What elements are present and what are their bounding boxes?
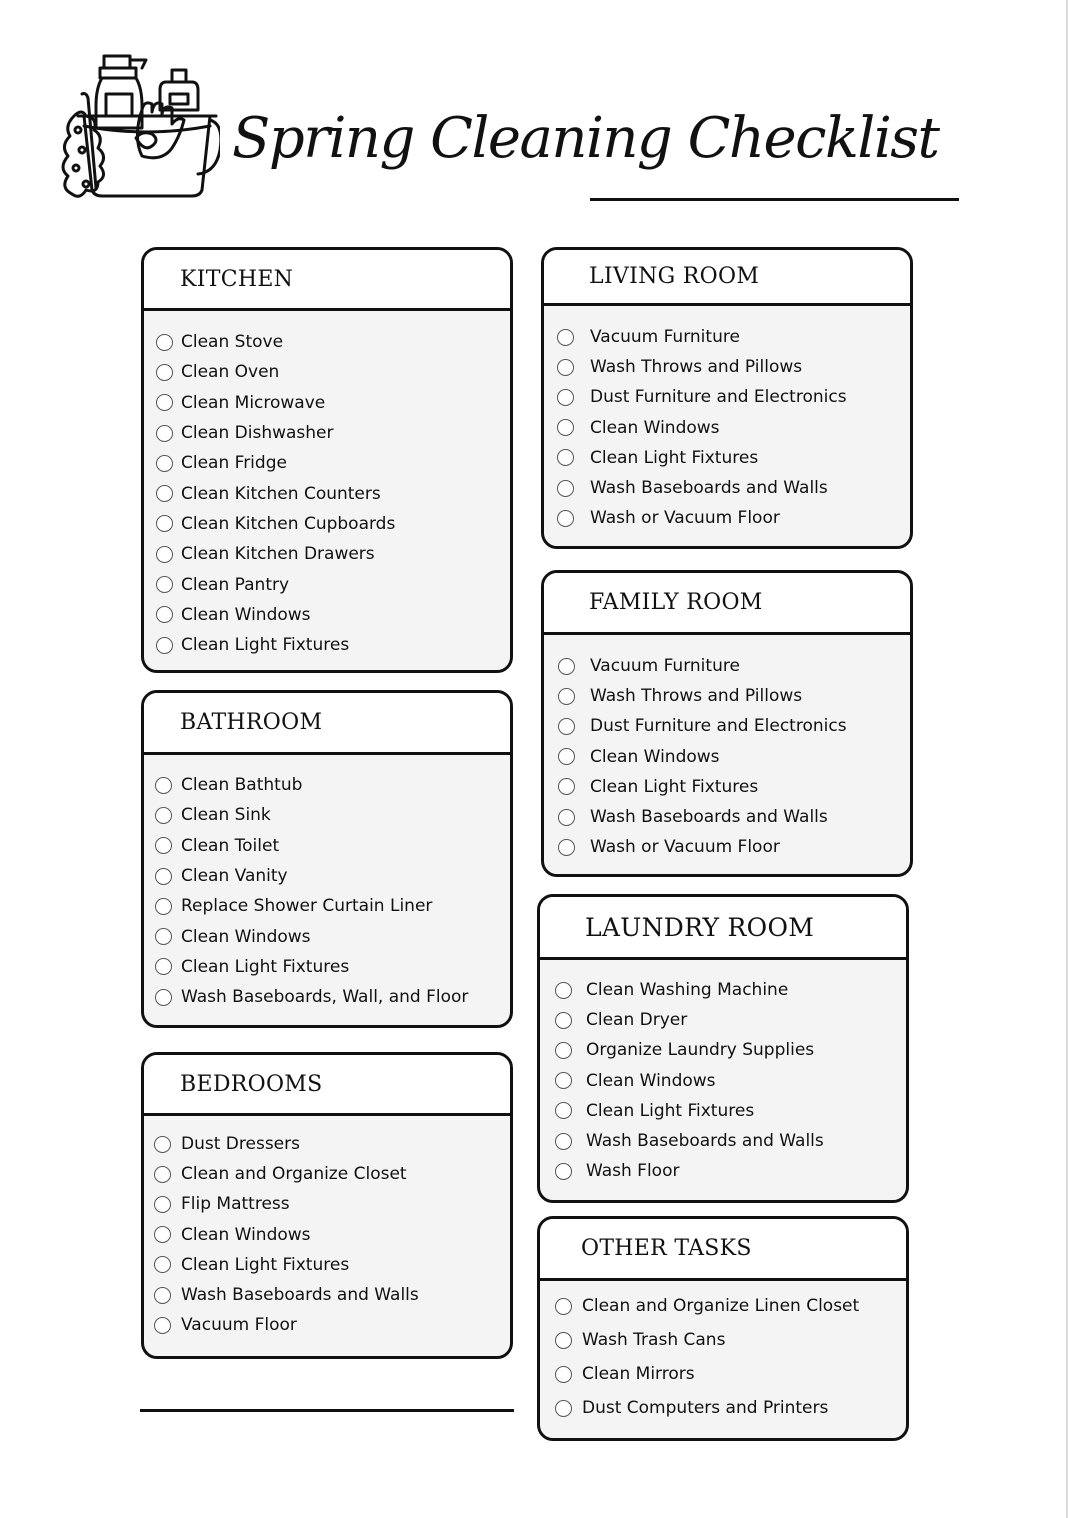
checklist-item-label: Clean Windows <box>586 1070 716 1091</box>
checklist <box>144 755 510 1012</box>
checklist-item-label: Wash Baseboards and Walls <box>586 1131 824 1152</box>
checklist-item-label: Wash Floor <box>586 1161 680 1182</box>
checklist-item[interactable] <box>144 1280 510 1310</box>
family-room-section <box>541 570 913 877</box>
checklist-item-label: Wash Throws and Pillows <box>590 357 803 378</box>
checklist-item[interactable] <box>540 1357 906 1391</box>
checklist-item-label: Clean Kitchen Drawers <box>181 544 375 565</box>
checklist-item[interactable] <box>144 539 510 569</box>
section-header <box>540 897 906 960</box>
checklist-item[interactable] <box>144 1189 510 1219</box>
checkbox-circle-icon[interactable] <box>154 1317 171 1334</box>
checklist-item[interactable] <box>540 1323 906 1357</box>
checklist <box>540 1281 906 1425</box>
checklist-item[interactable] <box>544 832 910 862</box>
checkbox-circle-icon[interactable] <box>555 1012 572 1029</box>
checkbox-circle-icon[interactable] <box>558 809 575 826</box>
checklist-item-label: Clean Windows <box>181 604 311 625</box>
checklist-item-label: Clean Dryer <box>586 1010 688 1031</box>
checklist-item[interactable] <box>544 711 910 741</box>
checkbox-circle-icon[interactable] <box>156 546 173 563</box>
checkbox-circle-icon[interactable] <box>555 1400 572 1417</box>
checklist-item-label: Clean Light Fixtures <box>181 956 350 977</box>
checkbox-circle-icon[interactable] <box>557 510 574 527</box>
checkbox-circle-icon[interactable] <box>555 1163 572 1180</box>
checkbox-circle-icon[interactable] <box>558 718 575 735</box>
checkbox-circle-icon[interactable] <box>155 928 172 945</box>
checklist-item[interactable] <box>144 509 510 539</box>
checklist-item-label: Wash or Vacuum Floor <box>590 837 780 858</box>
checklist-item[interactable] <box>144 861 510 891</box>
checkbox-circle-icon[interactable] <box>155 868 172 885</box>
checkbox-circle-icon[interactable] <box>557 389 574 406</box>
checklist-item-label: Flip Mattress <box>181 1194 290 1215</box>
living-room-section <box>541 247 913 549</box>
checklist <box>144 311 510 660</box>
checklist-item[interactable] <box>144 952 510 982</box>
checklist-item-label: Clean Stove <box>181 332 284 353</box>
checkbox-circle-icon[interactable] <box>156 515 173 532</box>
checklist-item[interactable] <box>144 418 510 448</box>
checklist-item-label: Clean Light Fixtures <box>590 447 759 468</box>
checklist <box>540 960 906 1186</box>
checkbox-circle-icon[interactable] <box>155 989 172 1006</box>
checklist-item[interactable] <box>544 772 910 802</box>
checkbox-circle-icon[interactable] <box>555 1102 572 1119</box>
checklist-item[interactable] <box>540 1035 906 1065</box>
checkbox-circle-icon[interactable] <box>154 1136 171 1153</box>
checklist-item-label: Wash Baseboards and Walls <box>590 478 828 499</box>
checklist-item[interactable] <box>144 891 510 921</box>
checklist-item[interactable] <box>544 742 910 772</box>
checklist-item[interactable] <box>144 448 510 478</box>
checklist-item[interactable] <box>144 1220 510 1250</box>
checklist-item[interactable] <box>144 478 510 508</box>
checklist-item-label: Wash or Vacuum Floor <box>590 508 780 529</box>
checklist-item[interactable] <box>540 1126 906 1156</box>
checklist-item[interactable] <box>144 1310 510 1340</box>
checklist-item-label: Clean Washing Machine <box>586 980 789 1001</box>
checklist-item-label: Clean Light Fixtures <box>181 635 350 656</box>
checklist <box>144 1116 510 1340</box>
checklist-item[interactable] <box>544 503 910 533</box>
checklist-item-label: Clean Light Fixtures <box>586 1100 755 1121</box>
checkbox-circle-icon[interactable] <box>558 748 575 765</box>
checklist-item-label: Clean Kitchen Counters <box>181 483 381 504</box>
checklist-item[interactable] <box>544 651 910 681</box>
checklist-item-label: Dust Furniture and Electronics <box>590 387 847 408</box>
checklist-item[interactable] <box>544 322 910 352</box>
bottom-rule <box>140 1409 514 1412</box>
checklist-item-label: Clean Mirrors <box>582 1364 695 1384</box>
checkbox-circle-icon[interactable] <box>555 982 572 999</box>
checkbox-circle-icon[interactable] <box>557 480 574 497</box>
checklist-item[interactable] <box>144 388 510 418</box>
checklist-item[interactable] <box>144 1250 510 1280</box>
checkbox-circle-icon[interactable] <box>558 658 575 675</box>
checklist-item[interactable] <box>544 802 910 832</box>
checklist-item[interactable] <box>544 681 910 711</box>
checklist-item-label: Clean and Organize Closet <box>181 1164 407 1185</box>
checkbox-circle-icon[interactable] <box>557 329 574 346</box>
checklist-item[interactable] <box>144 1129 510 1159</box>
checklist-item-label: Clean Windows <box>590 417 720 438</box>
checkbox-circle-icon[interactable] <box>156 485 173 502</box>
bedrooms-section <box>141 1052 513 1359</box>
checkbox-circle-icon[interactable] <box>156 425 173 442</box>
checkbox-circle-icon[interactable] <box>558 688 575 705</box>
checkbox-circle-icon[interactable] <box>154 1226 171 1243</box>
checklist-item-label: Clean Pantry <box>181 574 290 595</box>
checklist-item[interactable] <box>540 1391 906 1425</box>
checkbox-circle-icon[interactable] <box>557 449 574 466</box>
checklist-item[interactable] <box>144 1159 510 1189</box>
checkbox-circle-icon[interactable] <box>156 394 173 411</box>
checklist-item[interactable] <box>144 800 510 830</box>
checklist-item-label: Vacuum Furniture <box>590 327 740 348</box>
checkbox-circle-icon[interactable] <box>155 958 172 975</box>
checkbox-circle-icon[interactable] <box>155 807 172 824</box>
checkbox-circle-icon[interactable] <box>154 1166 171 1183</box>
checklist-item[interactable] <box>144 982 510 1012</box>
section-header <box>144 1055 510 1116</box>
checkbox-circle-icon[interactable] <box>155 777 172 794</box>
checklist-item-label: Vacuum Floor <box>181 1315 297 1336</box>
checklist-item-label: Clean Sink <box>181 805 271 826</box>
checkbox-circle-icon[interactable] <box>555 1072 572 1089</box>
checklist-item[interactable] <box>144 327 510 357</box>
checklist-item[interactable] <box>144 921 510 951</box>
checklist <box>544 635 910 862</box>
checkbox-circle-icon[interactable] <box>154 1196 171 1213</box>
section-title: BATHROOM <box>180 710 323 735</box>
checklist-item-label: Clean Fridge <box>181 453 287 474</box>
checklist-item[interactable] <box>144 831 510 861</box>
other-tasks-section <box>537 1216 909 1441</box>
checklist-item[interactable] <box>540 1096 906 1126</box>
checkbox-circle-icon[interactable] <box>155 837 172 854</box>
checkbox-circle-icon[interactable] <box>156 364 173 381</box>
section-title: OTHER TASKS <box>581 1236 752 1261</box>
checklist-item[interactable] <box>144 770 510 800</box>
checklist <box>544 306 910 533</box>
checklist-item[interactable] <box>540 1005 906 1035</box>
checklist-item-label: Clean Toilet <box>181 835 280 856</box>
kitchen-section <box>141 247 513 673</box>
checklist-item-label: Wash Baseboards, Wall, and Floor <box>181 987 469 1008</box>
checklist-item-label: Dust Computers and Printers <box>582 1398 829 1418</box>
checklist-item-label: Vacuum Furniture <box>590 656 740 677</box>
section-title: KITCHEN <box>180 266 294 292</box>
checkbox-circle-icon[interactable] <box>156 606 173 623</box>
checklist-item-label: Dust Furniture and Electronics <box>590 716 847 737</box>
checklist-item[interactable] <box>544 413 910 443</box>
page-title: Spring Cleaning Checklist <box>232 106 939 171</box>
section-header <box>544 250 910 306</box>
checklist-item-label: Clean Windows <box>181 1224 311 1245</box>
checkbox-circle-icon[interactable] <box>555 1133 572 1150</box>
checklist-item[interactable] <box>144 630 510 660</box>
laundry-room-section <box>537 894 909 1203</box>
checklist-item-label: Clean Light Fixtures <box>590 776 759 797</box>
section-title: LAUNDRY ROOM <box>585 912 815 942</box>
checklist-item-label: Clean Light Fixtures <box>181 1254 350 1275</box>
checkbox-circle-icon[interactable] <box>555 1332 572 1349</box>
checklist-item-label: Wash Baseboards and Walls <box>181 1285 419 1306</box>
section-title: FAMILY ROOM <box>589 590 763 615</box>
checkbox-circle-icon[interactable] <box>156 637 173 654</box>
checklist-item[interactable] <box>540 975 906 1005</box>
checklist-item[interactable] <box>544 473 910 503</box>
checklist-item-label: Clean Kitchen Cupboards <box>181 513 396 534</box>
section-title: BEDROOMS <box>180 1071 323 1097</box>
checkbox-circle-icon[interactable] <box>154 1287 171 1304</box>
checklist-item-label: Clean and Organize Linen Closet <box>582 1296 860 1316</box>
checklist-item-label: Organize Laundry Supplies <box>586 1040 815 1061</box>
checklist-item-label: Clean Windows <box>590 746 720 767</box>
checklist-item[interactable] <box>144 569 510 599</box>
checklist-item[interactable] <box>544 382 910 412</box>
checkbox-circle-icon[interactable] <box>154 1256 171 1273</box>
bathroom-section <box>141 690 513 1028</box>
checkbox-circle-icon[interactable] <box>155 898 172 915</box>
checkbox-circle-icon[interactable] <box>558 778 575 795</box>
checklist-item-label: Replace Shower Curtain Liner <box>181 896 433 917</box>
checklist-item[interactable] <box>540 1066 906 1096</box>
checkbox-circle-icon[interactable] <box>555 1042 572 1059</box>
checklist-item[interactable] <box>544 443 910 473</box>
checklist-item-label: Clean Bathtub <box>181 775 303 796</box>
checkbox-circle-icon[interactable] <box>555 1298 572 1315</box>
section-header <box>540 1219 906 1281</box>
checklist-item-label: Wash Trash Cans <box>582 1330 726 1350</box>
checklist-item-label: Clean Microwave <box>181 392 326 413</box>
section-title: LIVING ROOM <box>589 264 760 289</box>
checkbox-circle-icon[interactable] <box>558 839 575 856</box>
title-underline <box>590 198 959 201</box>
cleaning-bucket-icon <box>60 46 220 202</box>
checklist-item-label: Clean Vanity <box>181 866 288 887</box>
checklist-item-label: Clean Windows <box>181 926 311 947</box>
checkbox-circle-icon[interactable] <box>156 334 173 351</box>
checkbox-circle-icon[interactable] <box>156 576 173 593</box>
checkbox-circle-icon[interactable] <box>555 1366 572 1383</box>
checklist-item-label: Clean Dishwasher <box>181 423 334 444</box>
checklist-item[interactable] <box>540 1156 906 1186</box>
checklist-item-label: Dust Dressers <box>181 1134 300 1155</box>
checkbox-circle-icon[interactable] <box>557 359 574 376</box>
checklist-item-label: Wash Throws and Pillows <box>590 686 803 707</box>
checklist-item[interactable] <box>540 1289 906 1323</box>
checkbox-circle-icon[interactable] <box>156 455 173 472</box>
checklist-item[interactable] <box>144 600 510 630</box>
section-header <box>144 693 510 755</box>
section-header <box>544 573 910 635</box>
checkbox-circle-icon[interactable] <box>557 419 574 436</box>
checklist-item-label: Wash Baseboards and Walls <box>590 807 828 828</box>
section-header <box>144 250 510 311</box>
checklist-item-label: Clean Oven <box>181 362 280 383</box>
checklist-item[interactable] <box>144 357 510 387</box>
checklist-item[interactable] <box>544 352 910 382</box>
